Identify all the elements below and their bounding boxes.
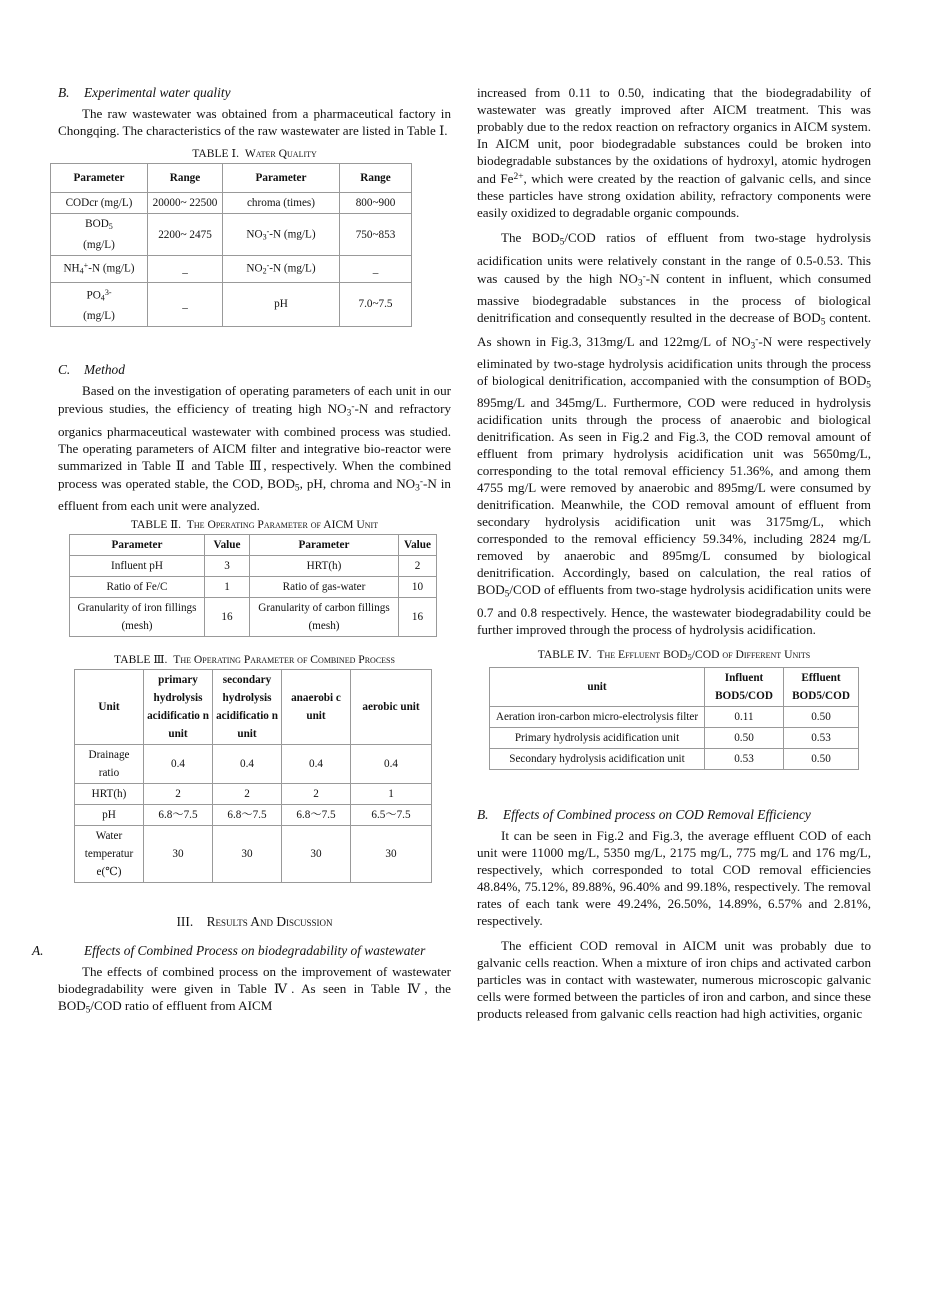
table-row: Influent pH 3 HRT(h) 2 (70, 556, 437, 577)
section-b-results-heading: B. Effects of Combined process on COD Removal Efficiency (477, 806, 811, 822)
section-c-heading: C. Method (58, 362, 125, 378)
paragraph-aicm-continued: increased from 0.11 to 0.50, indicating that the biodegradability of wastewater was greatly improved after AICM treatment. This was probably due to the redox reaction on refractory organics in AICM system. In AICM unit, poor biodegradable substances could be broken into biodegradable substances by the oxidations of hydroxyl, atomic hydrogen and $Fe^{2+}$, which were created by the reaction of galvanic cells, and since these particles have strong oxidation ability, refractory components were easily oxidized to degradable organic compounds. (477, 85, 871, 221)
table-header-row: Parameter Value Parameter Value (70, 535, 437, 556)
table-row: Granularity of iron fillings (mesh) 16 Granularity of carbon fillings (mesh) 16 (70, 598, 437, 637)
table-row: HRT(h) 2 2 2 1 (75, 784, 432, 805)
table-row: Ratio of Fe/C 1 Ratio of gas-water 10 (70, 577, 437, 598)
right-column (477, 84, 871, 1030)
paragraph-method: Based on the investigation of operating parameters of each unit in our previous studies, the efficiency of treating high $NO_3^--N$ and refractory organics pharmaceutical wastewater with combined process was studied. The operating parameters of AICM filter and integrative bio-reactor were summarized in Table Ⅱ and Table Ⅲ, respectively. When the combined process was operated stable, the COD, $BOD_5$, pH, chroma and $NO_3^--N$ in effluent from each unit were analyzed. (58, 383, 451, 514)
table-row: Drainage ratio 0.4 0.4 0.4 0.4 (75, 745, 432, 784)
paragraph-biodegradability: The effects of combined process on the improvement of wastewater biodegradability were given in Table Ⅳ. As seen in Table Ⅳ, the $BOD_5$/COD ratio of effluent from AICM (58, 964, 451, 1016)
table-row: Water temperatur e(℃) 30 30 30 30 (75, 826, 432, 883)
table3-combined-process (74, 669, 432, 883)
table4-effluent-ratios (489, 667, 859, 770)
paragraph-cod-removal: It can be seen in Fig.2 and Fig.3, the average effluent COD of each unit were 11000 mg/L, 5350 mg/L, 2175 mg/L, 775 mg/L and 176 mg/L, respectively, which corresponded to total COD removal efficiencies 48.84%, 75.12%, 89.88%, 96.40% and 99.18%, respectively. The removal rates of each tank were 49.24%, 26.50%, 14.89%, 6.57% and 2.81%, respectively. (477, 827, 871, 928)
table-row: Primary hydrolysis acidification unit 0.50 0.53 (490, 727, 859, 748)
table-row: $NH_4^+-N$ (mg/L) _ $NO_2^--N$ (mg/L) _ (51, 256, 412, 283)
section-b-heading: B. Experimental water quality (58, 85, 231, 100)
paragraph-galvanic: The efficient COD removal in AICM unit was probably due to galvanic cells reaction. When a mixture of iron chips and activated carbon particles was in contact with wastewater, numerous microscopic galvanic cells were formed between the particles of iron and carbon, and since these products released from galvanic cells reaction had high activities, organic (477, 937, 871, 1021)
table-row: pH 6.8～7.5 6.8～7.5 6.8～7.5 6.5～7.5 (75, 805, 432, 826)
left-column (32, 84, 451, 1028)
table-row: Aeration iron-carbon micro-electrolysis filter 0.11 0.50 (490, 706, 859, 727)
table1-caption: TABLE Ⅰ. Water Quality (192, 147, 317, 160)
results-heading: III. Results And Discussion (176, 914, 333, 930)
table-header-row: Unit primary hydrolysis acidificatio n unit secondary hydrolysis acidificatio n unit anaerobi c unit aerobic unit (75, 670, 432, 745)
table-row: Secondary hydrolysis acidification unit 0.53 0.50 (490, 748, 859, 769)
table2-aicm-parameters (69, 534, 437, 637)
table-header-row: Parameter Range Parameter Range (51, 164, 412, 193)
section-a-heading: A. Effects of Combined Process on biodegradability of wastewater (32, 943, 426, 959)
table3-caption: TABLE Ⅲ. The Operating Parameter of Combined Process (114, 653, 395, 667)
table-row: $PO_4^{3-}$ (mg/L) _ pH 7.0~7.5 (51, 282, 412, 327)
table-header-row: unit Influent BOD5/COD Effluent BOD5/COD (490, 667, 859, 706)
table-row: CODcr (mg/L) 20000~ 22500 chroma (times) 800~900 (51, 193, 412, 214)
table2-caption: TABLE Ⅱ. The Operating Parameter of AICM Unit (130, 518, 379, 532)
table-row: $BOD_5$ (mg/L) 2200~ 2475 $NO_3^--N$ (mg/L) 750~853 (51, 214, 412, 256)
table4-caption: TABLE Ⅳ. The Effluent $BOD_5$/COD of Different Units (537, 647, 811, 662)
paragraph-hydrolysis: The $BOD_5$/COD ratios of effluent from two-stage hydrolysis acidification units were relatively constant in the range of 0.5-0.53. This was caused by the high $NO_3^--N$ content in influent, which consumed massive biodegradable substances in the process of biological denitrification and consequently resulted in the decrease of $BOD_5$ content. As shown in Fig.3, 313mg/L and 122mg/L of $NO_3^--N$ were respectively eliminated by two-stage hydrolysis acidification units through the process of biological denitrification, accompanied with the consumption of $BOD_5$ 895mg/L and 345mg/L. Furthermore, COD were reduced in hydrolysis acidification units through the process of anaerobic and biological denitrification. As seen in Fig.2 and Fig.3, the COD removal amount of effluent from primary hydrolysis acidification unit was 5650mg/L, corresponding to the total removal efficiency 51.36%, and among them 4755 mg/L were removed by anaerobic and 895mg/L were consumed by denitrification. Meanwhile, the COD removal amount of effluent from secondary hydrolysis acidification unit was 3175mg/L, which corresponded to the removal efficiency 59.34%, including 2824 mg/L removed by anaerobic and 895mg/L consumed by biological denitrification. Accordingly, based on calculation, the real ratios of $BOD_5$/COD of effluents from two-stage hydrolysis acidification units were 0.7 and 0.8 respectively. Hence, the wastewater biodegradability could be further improved through the process of hydrolysis acidification. (477, 230, 872, 637)
paragraph-raw-wastewater: The raw wastewater was obtained from a pharmaceutical factory in Chongqing. The characteristics of the raw wastewater are listed in Table Ⅰ. (58, 106, 451, 138)
table1-water-quality (50, 163, 412, 327)
